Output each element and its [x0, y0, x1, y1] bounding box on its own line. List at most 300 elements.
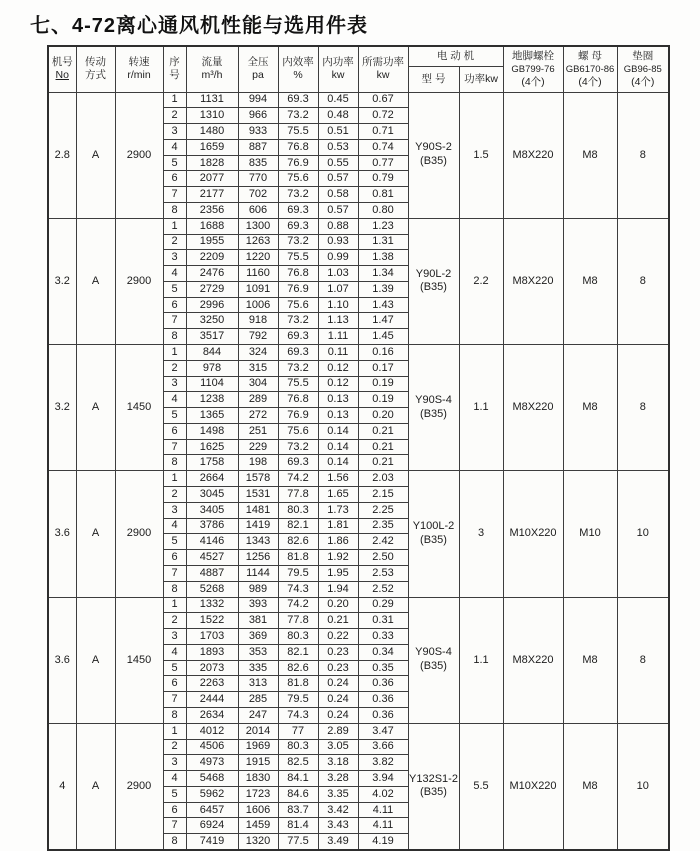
efficiency-cell: 77.5	[278, 834, 318, 850]
efficiency-cell: 80.3	[278, 502, 318, 518]
anchor-bolt-cell: M8X220	[503, 597, 563, 723]
required-power-cell: 4.02	[358, 786, 408, 802]
flow-cell: 4973	[186, 755, 238, 771]
anchor-bolt-cell: M10X220	[503, 471, 563, 597]
inner-power-cell: 0.23	[318, 660, 358, 676]
machine-no-cell: 2.8	[48, 92, 76, 218]
required-power-cell: 1.45	[358, 329, 408, 345]
efficiency-cell: 84.6	[278, 786, 318, 802]
efficiency-cell: 77.8	[278, 613, 318, 629]
pressure-cell: 606	[238, 202, 278, 218]
pressure-cell: 1256	[238, 550, 278, 566]
flow-cell: 844	[186, 345, 238, 361]
required-power-cell: 3.66	[358, 739, 408, 755]
seq-cell: 8	[163, 581, 186, 597]
required-power-cell: 1.47	[358, 313, 408, 329]
required-power-cell: 2.35	[358, 518, 408, 534]
motor-frame-text: (B35)	[420, 407, 447, 420]
required-power-cell: 2.42	[358, 534, 408, 550]
flow-cell: 1480	[186, 124, 238, 140]
seq-cell: 4	[163, 139, 186, 155]
pressure-cell: 989	[238, 581, 278, 597]
motor-frame-text: (B35)	[420, 660, 447, 673]
flow-cell: 1238	[186, 392, 238, 408]
motor-frame-text: (B35)	[420, 155, 447, 168]
inner-power-cell: 0.51	[318, 124, 358, 140]
inner-power-cell: 0.14	[318, 439, 358, 455]
flow-cell: 1310	[186, 108, 238, 124]
table-header	[48, 46, 669, 92]
required-power-cell: 1.31	[358, 234, 408, 250]
col-header-machine-no: 机号 No	[48, 46, 76, 92]
pressure-cell: 335	[238, 660, 278, 676]
efficiency-cell: 76.9	[278, 281, 318, 297]
pressure-cell: 272	[238, 408, 278, 424]
pressure-cell: 887	[238, 139, 278, 155]
required-power-cell: 0.71	[358, 124, 408, 140]
pressure-cell: 2014	[238, 723, 278, 739]
pressure-cell: 1459	[238, 818, 278, 834]
flow-cell: 4506	[186, 739, 238, 755]
pressure-cell: 313	[238, 676, 278, 692]
flow-cell: 1131	[186, 92, 238, 108]
inner-power-cell: 2.89	[318, 723, 358, 739]
seq-cell: 8	[163, 707, 186, 723]
inner-power-cell: 1.56	[318, 471, 358, 487]
fan-spec-table	[47, 45, 670, 851]
seq-cell: 5	[163, 534, 186, 550]
flow-cell: 1703	[186, 629, 238, 645]
inner-power-cell: 1.95	[318, 565, 358, 581]
inner-power-cell: 3.35	[318, 786, 358, 802]
seq-cell: 1	[163, 723, 186, 739]
required-power-cell: 4.11	[358, 818, 408, 834]
required-power-cell: 4.19	[358, 834, 408, 850]
inner-power-cell: 0.57	[318, 171, 358, 187]
nut-cell: M10	[563, 471, 617, 597]
pressure-cell: 324	[238, 345, 278, 361]
pressure-cell: 1481	[238, 502, 278, 518]
flow-cell: 1104	[186, 376, 238, 392]
col-header-flow: 流量 m³/h	[186, 46, 238, 92]
inner-power-cell: 0.24	[318, 707, 358, 723]
flow-cell: 2209	[186, 250, 238, 266]
flow-cell: 3405	[186, 502, 238, 518]
table-row	[48, 218, 669, 234]
efficiency-cell: 74.3	[278, 707, 318, 723]
seq-cell: 8	[163, 455, 186, 471]
col-header-required-power: 所需功率 kw	[358, 46, 408, 92]
motor-power-cell: 1.1	[459, 345, 503, 471]
seq-cell: 6	[163, 802, 186, 818]
pressure-cell: 1006	[238, 297, 278, 313]
pressure-cell: 229	[238, 439, 278, 455]
flow-cell: 5468	[186, 771, 238, 787]
pressure-cell: 285	[238, 692, 278, 708]
flow-cell: 1365	[186, 408, 238, 424]
table-row	[48, 471, 669, 487]
flow-cell: 3517	[186, 329, 238, 345]
machine-no-cell: 3.6	[48, 597, 76, 723]
inner-power-cell: 0.58	[318, 187, 358, 203]
seq-cell: 2	[163, 613, 186, 629]
motor-model-cell	[408, 218, 459, 344]
inner-power-cell: 0.53	[318, 139, 358, 155]
inner-power-cell: 0.93	[318, 234, 358, 250]
efficiency-cell: 76.8	[278, 266, 318, 282]
motor-frame-text: (B35)	[420, 533, 447, 546]
flow-cell: 2077	[186, 171, 238, 187]
seq-cell: 1	[163, 345, 186, 361]
inner-power-cell: 0.45	[318, 92, 358, 108]
efficiency-cell: 75.6	[278, 171, 318, 187]
washer-cell: 8	[617, 218, 669, 344]
inner-power-cell: 0.22	[318, 629, 358, 645]
pressure-cell: 1915	[238, 755, 278, 771]
efficiency-cell: 83.7	[278, 802, 318, 818]
motor-model-cell	[408, 723, 459, 850]
flow-cell: 2177	[186, 187, 238, 203]
efficiency-cell: 82.6	[278, 534, 318, 550]
required-power-cell: 0.36	[358, 692, 408, 708]
col-header-inner-power: 内功率 kw	[318, 46, 358, 92]
flow-cell: 1332	[186, 597, 238, 613]
col-header-motor-group: 电 动 机	[408, 46, 503, 66]
required-power-cell: 3.47	[358, 723, 408, 739]
flow-cell: 2476	[186, 266, 238, 282]
seq-cell: 5	[163, 786, 186, 802]
seq-cell: 6	[163, 297, 186, 313]
motor-model-cell	[408, 597, 459, 723]
inner-power-cell: 1.03	[318, 266, 358, 282]
seq-cell: 4	[163, 644, 186, 660]
speed-cell: 2900	[115, 471, 163, 597]
efficiency-cell: 79.5	[278, 692, 318, 708]
required-power-cell: 3.82	[358, 755, 408, 771]
pressure-cell: 304	[238, 376, 278, 392]
flow-cell: 4887	[186, 565, 238, 581]
required-power-cell: 1.38	[358, 250, 408, 266]
efficiency-cell: 80.3	[278, 739, 318, 755]
required-power-cell: 0.34	[358, 644, 408, 660]
efficiency-cell: 73.2	[278, 360, 318, 376]
pressure-cell: 966	[238, 108, 278, 124]
seq-cell: 4	[163, 266, 186, 282]
required-power-cell: 0.81	[358, 187, 408, 203]
efficiency-cell: 73.2	[278, 234, 318, 250]
seq-cell: 8	[163, 329, 186, 345]
motor-model-cell	[408, 471, 459, 597]
inner-power-cell: 0.12	[318, 376, 358, 392]
flow-cell: 5962	[186, 786, 238, 802]
inner-power-cell: 0.20	[318, 597, 358, 613]
seq-cell: 7	[163, 565, 186, 581]
efficiency-cell: 74.2	[278, 471, 318, 487]
motor-model-text: Y100L-2	[412, 520, 455, 533]
inner-power-cell: 0.99	[318, 250, 358, 266]
pressure-cell: 1343	[238, 534, 278, 550]
inner-power-cell: 1.92	[318, 550, 358, 566]
pressure-cell: 1723	[238, 786, 278, 802]
seq-cell: 7	[163, 313, 186, 329]
inner-power-cell: 3.42	[318, 802, 358, 818]
speed-cell: 2900	[115, 92, 163, 218]
seq-cell: 6	[163, 676, 186, 692]
col-header-efficiency: 内效率 %	[278, 46, 318, 92]
seq-cell: 5	[163, 155, 186, 171]
motor-power-cell: 2.2	[459, 218, 503, 344]
efficiency-cell: 76.8	[278, 139, 318, 155]
seq-cell: 7	[163, 439, 186, 455]
flow-cell: 2263	[186, 676, 238, 692]
machine-no-cell: 3.2	[48, 218, 76, 344]
washer-cell: 8	[617, 345, 669, 471]
seq-cell: 5	[163, 660, 186, 676]
inner-power-cell: 3.43	[318, 818, 358, 834]
machine-no-cell: 3.6	[48, 471, 76, 597]
inner-power-cell: 0.12	[318, 360, 358, 376]
required-power-cell: 0.74	[358, 139, 408, 155]
motor-frame-text: (B35)	[420, 786, 447, 799]
efficiency-cell: 82.6	[278, 660, 318, 676]
motor-model-cell	[408, 92, 459, 218]
col-header-drive: 传动 方式	[76, 46, 115, 92]
efficiency-cell: 82.1	[278, 644, 318, 660]
efficiency-cell: 84.1	[278, 771, 318, 787]
required-power-cell: 2.03	[358, 471, 408, 487]
col-header-speed: 转速 r/min	[115, 46, 163, 92]
flow-cell: 2356	[186, 202, 238, 218]
efficiency-cell: 77.8	[278, 487, 318, 503]
required-power-cell: 0.79	[358, 171, 408, 187]
required-power-cell: 2.25	[358, 502, 408, 518]
pressure-cell: 702	[238, 187, 278, 203]
inner-power-cell: 1.81	[318, 518, 358, 534]
pressure-cell: 1160	[238, 266, 278, 282]
pressure-cell: 994	[238, 92, 278, 108]
pressure-cell: 198	[238, 455, 278, 471]
flow-cell: 2664	[186, 471, 238, 487]
pressure-cell: 933	[238, 124, 278, 140]
seq-cell: 4	[163, 518, 186, 534]
seq-cell: 8	[163, 202, 186, 218]
flow-cell: 6457	[186, 802, 238, 818]
table-row	[48, 723, 669, 739]
machine-no-cell: 3.2	[48, 345, 76, 471]
seq-cell: 8	[163, 834, 186, 850]
pressure-cell: 1263	[238, 234, 278, 250]
table-row	[48, 597, 669, 613]
required-power-cell: 0.33	[358, 629, 408, 645]
flow-cell: 1625	[186, 439, 238, 455]
nut-cell: M8	[563, 723, 617, 850]
inner-power-cell: 0.24	[318, 692, 358, 708]
efficiency-cell: 73.2	[278, 439, 318, 455]
required-power-cell: 0.17	[358, 360, 408, 376]
seq-cell: 2	[163, 360, 186, 376]
drive-cell: A	[76, 471, 115, 597]
flow-cell: 1758	[186, 455, 238, 471]
inner-power-cell: 1.86	[318, 534, 358, 550]
pressure-cell: 792	[238, 329, 278, 345]
anchor-bolt-cell: M10X220	[503, 723, 563, 850]
col-header-motor-power: 功率kw	[459, 66, 503, 92]
seq-cell: 1	[163, 92, 186, 108]
washer-cell: 10	[617, 471, 669, 597]
motor-model-text: Y132S1-2	[409, 772, 458, 785]
pressure-cell: 1830	[238, 771, 278, 787]
inner-power-cell: 3.49	[318, 834, 358, 850]
inner-power-cell: 1.73	[318, 502, 358, 518]
efficiency-cell: 76.8	[278, 392, 318, 408]
required-power-cell: 0.21	[358, 439, 408, 455]
inner-power-cell: 0.14	[318, 423, 358, 439]
efficiency-cell: 82.1	[278, 518, 318, 534]
efficiency-cell: 75.6	[278, 297, 318, 313]
pressure-cell: 247	[238, 707, 278, 723]
pressure-cell: 1220	[238, 250, 278, 266]
washer-cell: 8	[617, 597, 669, 723]
required-power-cell: 0.21	[358, 423, 408, 439]
speed-cell: 1450	[115, 345, 163, 471]
nut-cell: M8	[563, 597, 617, 723]
required-power-cell: 4.11	[358, 802, 408, 818]
required-power-cell: 0.36	[358, 676, 408, 692]
pressure-cell: 1320	[238, 834, 278, 850]
required-power-cell: 2.53	[358, 565, 408, 581]
col-header-washer: 垫圈 GB96-85 (4个)	[617, 46, 669, 92]
inner-power-cell: 0.57	[318, 202, 358, 218]
pressure-cell: 1419	[238, 518, 278, 534]
flow-cell: 4146	[186, 534, 238, 550]
pressure-cell: 1091	[238, 281, 278, 297]
efficiency-cell: 69.3	[278, 92, 318, 108]
nut-cell: M8	[563, 92, 617, 218]
required-power-cell: 0.16	[358, 345, 408, 361]
seq-cell: 2	[163, 487, 186, 503]
anchor-bolt-cell: M8X220	[503, 92, 563, 218]
seq-cell: 6	[163, 171, 186, 187]
efficiency-cell: 69.3	[278, 345, 318, 361]
washer-cell: 10	[617, 723, 669, 850]
inner-power-cell: 0.21	[318, 613, 358, 629]
required-power-cell: 3.94	[358, 771, 408, 787]
inner-power-cell: 0.11	[318, 345, 358, 361]
required-power-cell: 0.21	[358, 455, 408, 471]
efficiency-cell: 76.9	[278, 155, 318, 171]
pressure-cell: 1606	[238, 802, 278, 818]
flow-cell: 2729	[186, 281, 238, 297]
nut-cell: M8	[563, 345, 617, 471]
seq-cell: 5	[163, 281, 186, 297]
efficiency-cell: 77	[278, 723, 318, 739]
required-power-cell: 0.77	[358, 155, 408, 171]
flow-cell: 1893	[186, 644, 238, 660]
flow-cell: 6924	[186, 818, 238, 834]
efficiency-cell: 74.2	[278, 597, 318, 613]
seq-cell: 2	[163, 108, 186, 124]
flow-cell: 2634	[186, 707, 238, 723]
seq-cell: 7	[163, 692, 186, 708]
col-header-motor-model: 型 号	[408, 66, 459, 92]
efficiency-cell: 75.5	[278, 250, 318, 266]
table-row	[48, 345, 669, 361]
nut-cell: M8	[563, 218, 617, 344]
motor-power-cell: 1.1	[459, 597, 503, 723]
seq-cell: 3	[163, 250, 186, 266]
pressure-cell: 835	[238, 155, 278, 171]
flow-cell: 1955	[186, 234, 238, 250]
seq-cell: 4	[163, 392, 186, 408]
seq-cell: 4	[163, 771, 186, 787]
flow-cell: 3786	[186, 518, 238, 534]
motor-power-cell: 3	[459, 471, 503, 597]
efficiency-cell: 73.2	[278, 108, 318, 124]
pressure-cell: 1144	[238, 565, 278, 581]
flow-cell: 5268	[186, 581, 238, 597]
efficiency-cell: 81.8	[278, 676, 318, 692]
col-header-seq: 序 号	[163, 46, 186, 92]
motor-power-cell: 1.5	[459, 92, 503, 218]
table-body	[48, 92, 669, 850]
pressure-cell: 1969	[238, 739, 278, 755]
anchor-bolt-cell: M8X220	[503, 345, 563, 471]
required-power-cell: 0.31	[358, 613, 408, 629]
inner-power-cell: 3.28	[318, 771, 358, 787]
efficiency-cell: 80.3	[278, 629, 318, 645]
inner-power-cell: 0.24	[318, 676, 358, 692]
seq-cell: 6	[163, 423, 186, 439]
pressure-cell: 1578	[238, 471, 278, 487]
flow-cell: 2073	[186, 660, 238, 676]
efficiency-cell: 75.5	[278, 376, 318, 392]
required-power-cell: 0.19	[358, 392, 408, 408]
drive-cell: A	[76, 92, 115, 218]
seq-cell: 3	[163, 376, 186, 392]
inner-power-cell: 0.14	[318, 455, 358, 471]
flow-cell: 1659	[186, 139, 238, 155]
efficiency-cell: 81.4	[278, 818, 318, 834]
flow-cell: 4012	[186, 723, 238, 739]
inner-power-cell: 3.18	[318, 755, 358, 771]
flow-cell: 1522	[186, 613, 238, 629]
motor-model-text: Y90S-4	[415, 393, 452, 406]
required-power-cell: 0.29	[358, 597, 408, 613]
seq-cell: 7	[163, 187, 186, 203]
motor-frame-text: (B35)	[420, 281, 447, 294]
efficiency-cell: 81.8	[278, 550, 318, 566]
pressure-cell: 1531	[238, 487, 278, 503]
pressure-cell: 315	[238, 360, 278, 376]
inner-power-cell: 1.65	[318, 487, 358, 503]
required-power-cell: 1.43	[358, 297, 408, 313]
speed-cell: 2900	[115, 723, 163, 850]
pressure-cell: 369	[238, 629, 278, 645]
flow-cell: 2996	[186, 297, 238, 313]
required-power-cell: 0.35	[358, 660, 408, 676]
efficiency-cell: 73.2	[278, 187, 318, 203]
motor-power-cell: 5.5	[459, 723, 503, 850]
efficiency-cell: 74.3	[278, 581, 318, 597]
seq-cell: 5	[163, 408, 186, 424]
seq-cell: 1	[163, 471, 186, 487]
efficiency-cell: 69.3	[278, 455, 318, 471]
seq-cell: 2	[163, 234, 186, 250]
required-power-cell: 1.34	[358, 266, 408, 282]
inner-power-cell: 3.05	[318, 739, 358, 755]
speed-cell: 1450	[115, 597, 163, 723]
flow-cell: 1498	[186, 423, 238, 439]
